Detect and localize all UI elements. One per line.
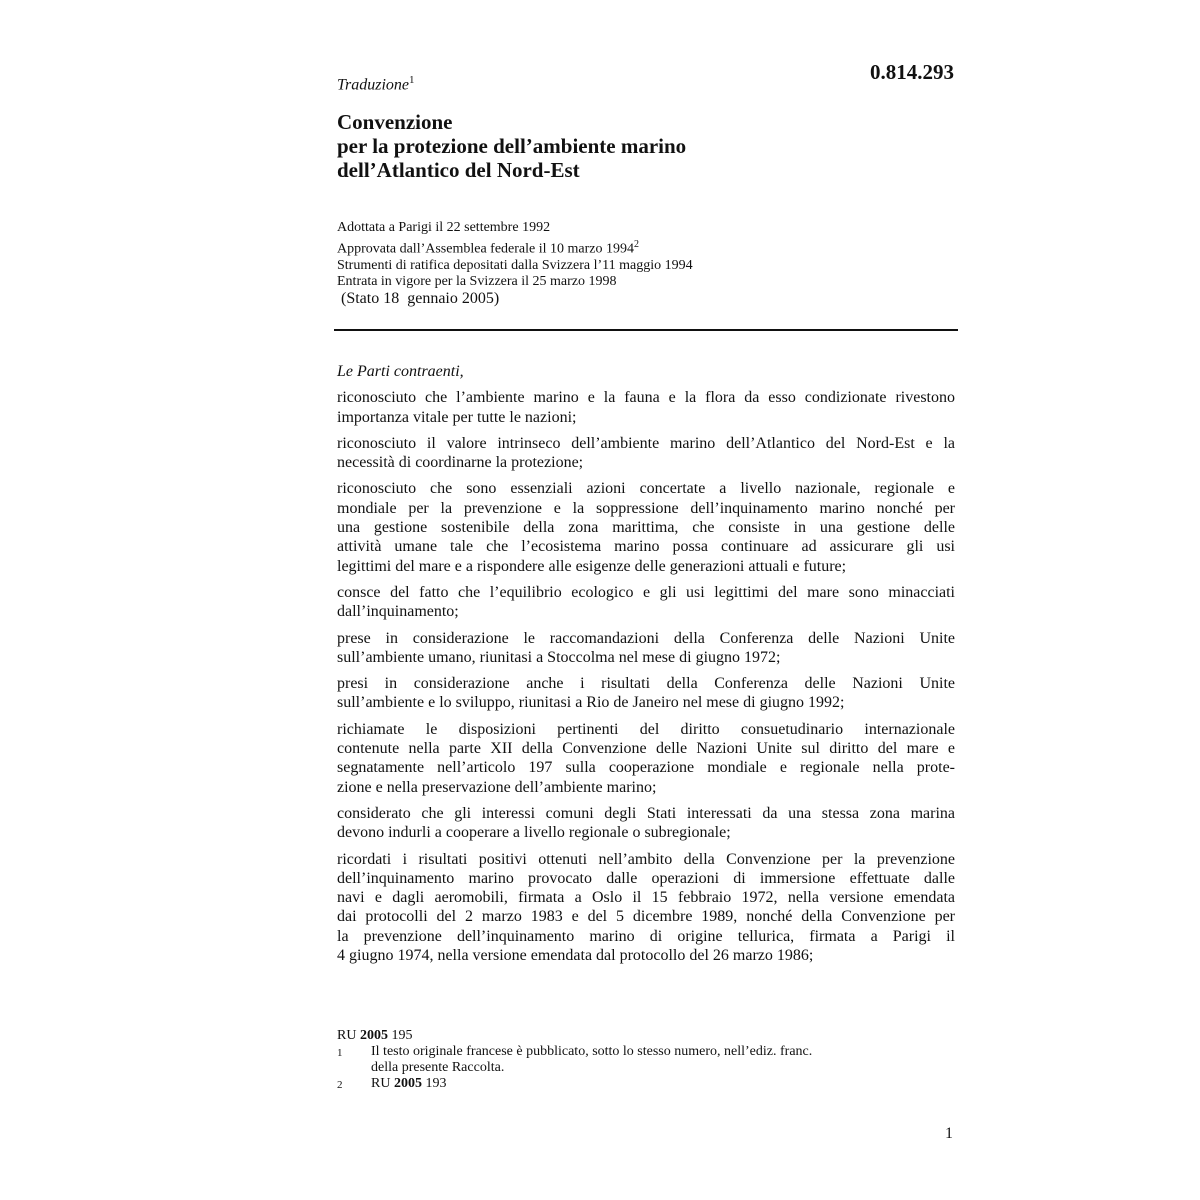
recital-paragraph bbox=[337, 720, 955, 797]
recital-line: una gestione sostenibile della zona marittima, che consiste in una gestione delle bbox=[337, 519, 955, 537]
footnote-number: 2 bbox=[337, 1079, 343, 1091]
footnote-ref-1: 1 bbox=[409, 74, 415, 86]
recital-paragraph bbox=[337, 674, 955, 713]
translation-text: Traduzione bbox=[337, 76, 410, 94]
recital-line: presi in considerazione anche i risultati della Conferenza delle Nazioni Unite bbox=[337, 675, 955, 693]
in-force-line: Entrata in vigore per la Svizzera il 25 marzo 1998 bbox=[337, 274, 617, 290]
footnote-line: Il testo originale francese è pubblicato, sotto lo stesso numero, nell’ediz. franc. bbox=[371, 1044, 813, 1059]
recital-line: segnatamente nell’articolo 197 sulla cooperazione mondiale e regionale nella prote- bbox=[337, 759, 955, 777]
page-number: 1 bbox=[945, 1125, 953, 1142]
footnote-ru-page: 193 bbox=[425, 1076, 447, 1091]
recital-line: consce del fatto che l’equilibrio ecologico e gli usi legittimi del mare sono minacciati bbox=[337, 583, 955, 601]
document-title bbox=[337, 110, 957, 182]
recital-line: contenute nella parte XII della Convenzione delle Nazioni Unite sul diritto del mare e bbox=[337, 740, 955, 758]
recital-paragraph bbox=[337, 629, 955, 668]
footnote-1 bbox=[337, 1044, 955, 1076]
recital-paragraph bbox=[337, 388, 955, 427]
footnote-text bbox=[371, 1076, 955, 1093]
recital-line: importanza vitale per tutte le nazioni; bbox=[337, 408, 577, 426]
title-line: dell’Atlantico del Nord-Est bbox=[337, 158, 580, 182]
title-line: per la protezione dell’ambiente marino bbox=[337, 134, 687, 158]
footnote-line: della presente Raccolta. bbox=[371, 1060, 505, 1075]
ru-year: 2005 bbox=[359, 1028, 388, 1043]
recital-paragraph bbox=[337, 479, 955, 575]
preamble-body bbox=[337, 362, 955, 972]
recital-line: 4 giugno 1974, nella versione emendata dal protocollo del 26 marzo 1986; bbox=[337, 947, 814, 965]
footnotes bbox=[337, 1028, 955, 1093]
ratification-line: Strumenti di ratifica depositati dalla Svizzera l’11 maggio 1994 bbox=[337, 257, 693, 273]
recital-line: considerato che gli interessi comuni degli Stati interessati da una stessa zona marina bbox=[337, 804, 955, 822]
recital-line: mondiale per la prevenzione e la soppressione dell’inquinamento marino nonché per bbox=[337, 499, 955, 517]
recital-line: legittimi del mare e a rispondere alle esigenze delle generazioni attuali e future; bbox=[337, 557, 847, 575]
recital-line: dell’inquinamento marino provocato dalle operazioni di immersione effettuate dalle bbox=[337, 869, 955, 887]
footnote-ref-2: 2 bbox=[634, 238, 640, 250]
footnote-ru-year: 2005 bbox=[393, 1076, 422, 1091]
header-divider bbox=[334, 329, 958, 331]
title-line: Convenzione bbox=[337, 110, 453, 134]
footnote-number: 1 bbox=[337, 1047, 343, 1059]
footnote-text bbox=[371, 1044, 955, 1076]
recital-line: sull’ambiente e lo sviluppo, riunitasi a Rio de Janeiro nel mese di giugno 1992; bbox=[337, 694, 845, 712]
recital-line: devono indurli a cooperare a livello regionale o subregionale; bbox=[337, 824, 731, 842]
recital-line: necessità di coordinarne la protezione; bbox=[337, 454, 584, 472]
recital-line: dall’inquinamento; bbox=[337, 603, 459, 621]
ru-page: 195 bbox=[391, 1028, 413, 1043]
adopted-line: Adottata a Parigi il 22 settembre 1992 bbox=[337, 220, 551, 235]
recital-line: navi e dagli aeromobili, firmata a Oslo il 15 febbraio 1972, nella versione emendata bbox=[337, 889, 955, 907]
enactment-details bbox=[337, 220, 693, 291]
recital-line: dai protocolli del 2 marzo 1983 e del 5 dicembre 1989, nonché della Convenzione per bbox=[337, 908, 955, 926]
approved-line bbox=[337, 237, 693, 258]
preamble-heading: Le Parti contraenti, bbox=[337, 363, 464, 380]
recital-line: riconosciuto che l’ambiente marino e la fauna e la flora da esso condizionate rivestono bbox=[337, 389, 955, 407]
recital-line: richiamate le disposizioni pertinenti del diritto consuetudinario internazionale bbox=[337, 720, 955, 738]
ru-prefix: RU bbox=[337, 1028, 357, 1043]
recital-paragraph bbox=[337, 434, 955, 473]
recitals bbox=[337, 388, 955, 965]
approved-text: Approvata dall’Assemblea federale il 10 marzo 1994 bbox=[337, 241, 635, 257]
translation-label bbox=[337, 74, 415, 94]
recital-line: sull’ambiente umano, riunitasi a Stoccolma nel mese di giugno 1972; bbox=[337, 648, 781, 666]
recital-paragraph bbox=[337, 850, 955, 966]
footnote-ru-prefix: RU bbox=[371, 1076, 391, 1091]
recital-line: riconosciuto che sono essenziali azioni concertate a livello nazionale, regionale e bbox=[337, 480, 955, 498]
recital-line: attività umane tale che l’ecosistema marino possa continuare ad assicurare gli usi bbox=[337, 538, 955, 556]
recital-paragraph bbox=[337, 583, 955, 622]
ru-reference bbox=[337, 1028, 955, 1044]
recital-line: la prevenzione dell’inquinamento marino di origine tellurica, firmata a Parigi il bbox=[337, 927, 955, 945]
footnote-2 bbox=[337, 1076, 955, 1093]
recital-line: prese in considerazione le raccomandazioni della Conferenza delle Nazioni Unite bbox=[337, 629, 955, 647]
recital-line: zione e nella preservazione dell’ambiente marino; bbox=[337, 778, 657, 796]
recital-line: riconosciuto il valore intrinseco dell’ambiente marino dell’Atlantico del Nord-Est e la bbox=[337, 434, 955, 452]
recital-paragraph bbox=[337, 804, 955, 843]
status-date: (Stato 18 gennaio 2005) bbox=[341, 290, 500, 307]
recital-line: ricordati i risultati positivi ottenuti nell’ambito della Convenzione per la prevenzione bbox=[337, 850, 955, 868]
document-number: 0.814.293 bbox=[870, 60, 954, 84]
